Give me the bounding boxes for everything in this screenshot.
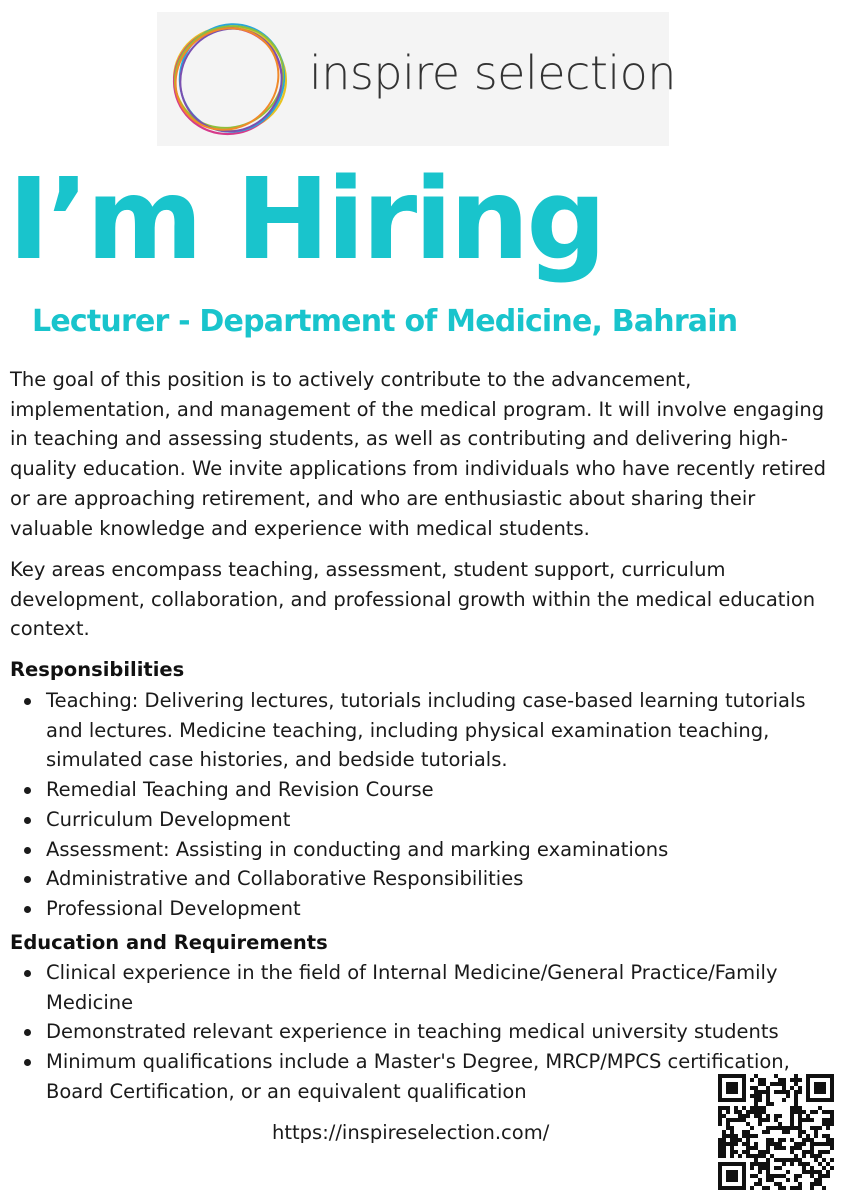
website-url[interactable]: https://inspireselection.com/ xyxy=(272,1121,550,1144)
responsibilities-list xyxy=(46,686,836,924)
qr-code-icon[interactable] xyxy=(718,1074,834,1190)
company-logo xyxy=(157,12,676,146)
list-item: Demonstrated relevant experience in teaching medical university students xyxy=(46,1017,836,1047)
intro-paragraph: The goal of this position is to actively contribute to the advancement, implementation, and management of the medical program. It will involve engaging in teaching and assessing students, as well as contributing and delivering high-quality education. We invite applications from individuals who have recently retired or are approaching retirement, and who are enthusiastic about sharing their valuable knowledge and experience with medical students. xyxy=(10,368,827,540)
headline: I’m Hiring xyxy=(8,155,604,285)
job-title: Lecturer - Department of Medicine, Bahrain xyxy=(32,304,738,339)
logo-text: inspire selection xyxy=(309,46,676,100)
list-item: Remedial Teaching and Revision Course xyxy=(46,775,836,805)
list-item: Professional Development xyxy=(46,894,836,924)
key-areas-paragraph: Key areas encompass teaching, assessment, student support, curriculum development, collaboration, and professional growth within the medical education context. xyxy=(10,558,816,641)
list-item: Minimum qualifications include a Master's Degree, MRCP/MPCS certification, Board Certification, or an equivalent qualification xyxy=(46,1047,836,1106)
list-item: Assessment: Assisting in conducting and marking examinations xyxy=(46,835,836,865)
responsibilities-heading: Responsibilities xyxy=(10,658,185,681)
education-heading: Education and Requirements xyxy=(10,931,328,954)
logo-rings-icon xyxy=(165,20,295,138)
list-item: Teaching: Delivering lectures, tutorials including case-based learning tutorials and lectures. Medicine teaching, including physical examination teaching, simulated case histories, and bedside tutorials. xyxy=(46,686,836,775)
list-item: Clinical experience in the field of Internal Medicine/General Practice/Family Medicine xyxy=(46,958,836,1017)
list-item: Curriculum Development xyxy=(46,805,836,835)
list-item: Administrative and Collaborative Responsibilities xyxy=(46,864,836,894)
